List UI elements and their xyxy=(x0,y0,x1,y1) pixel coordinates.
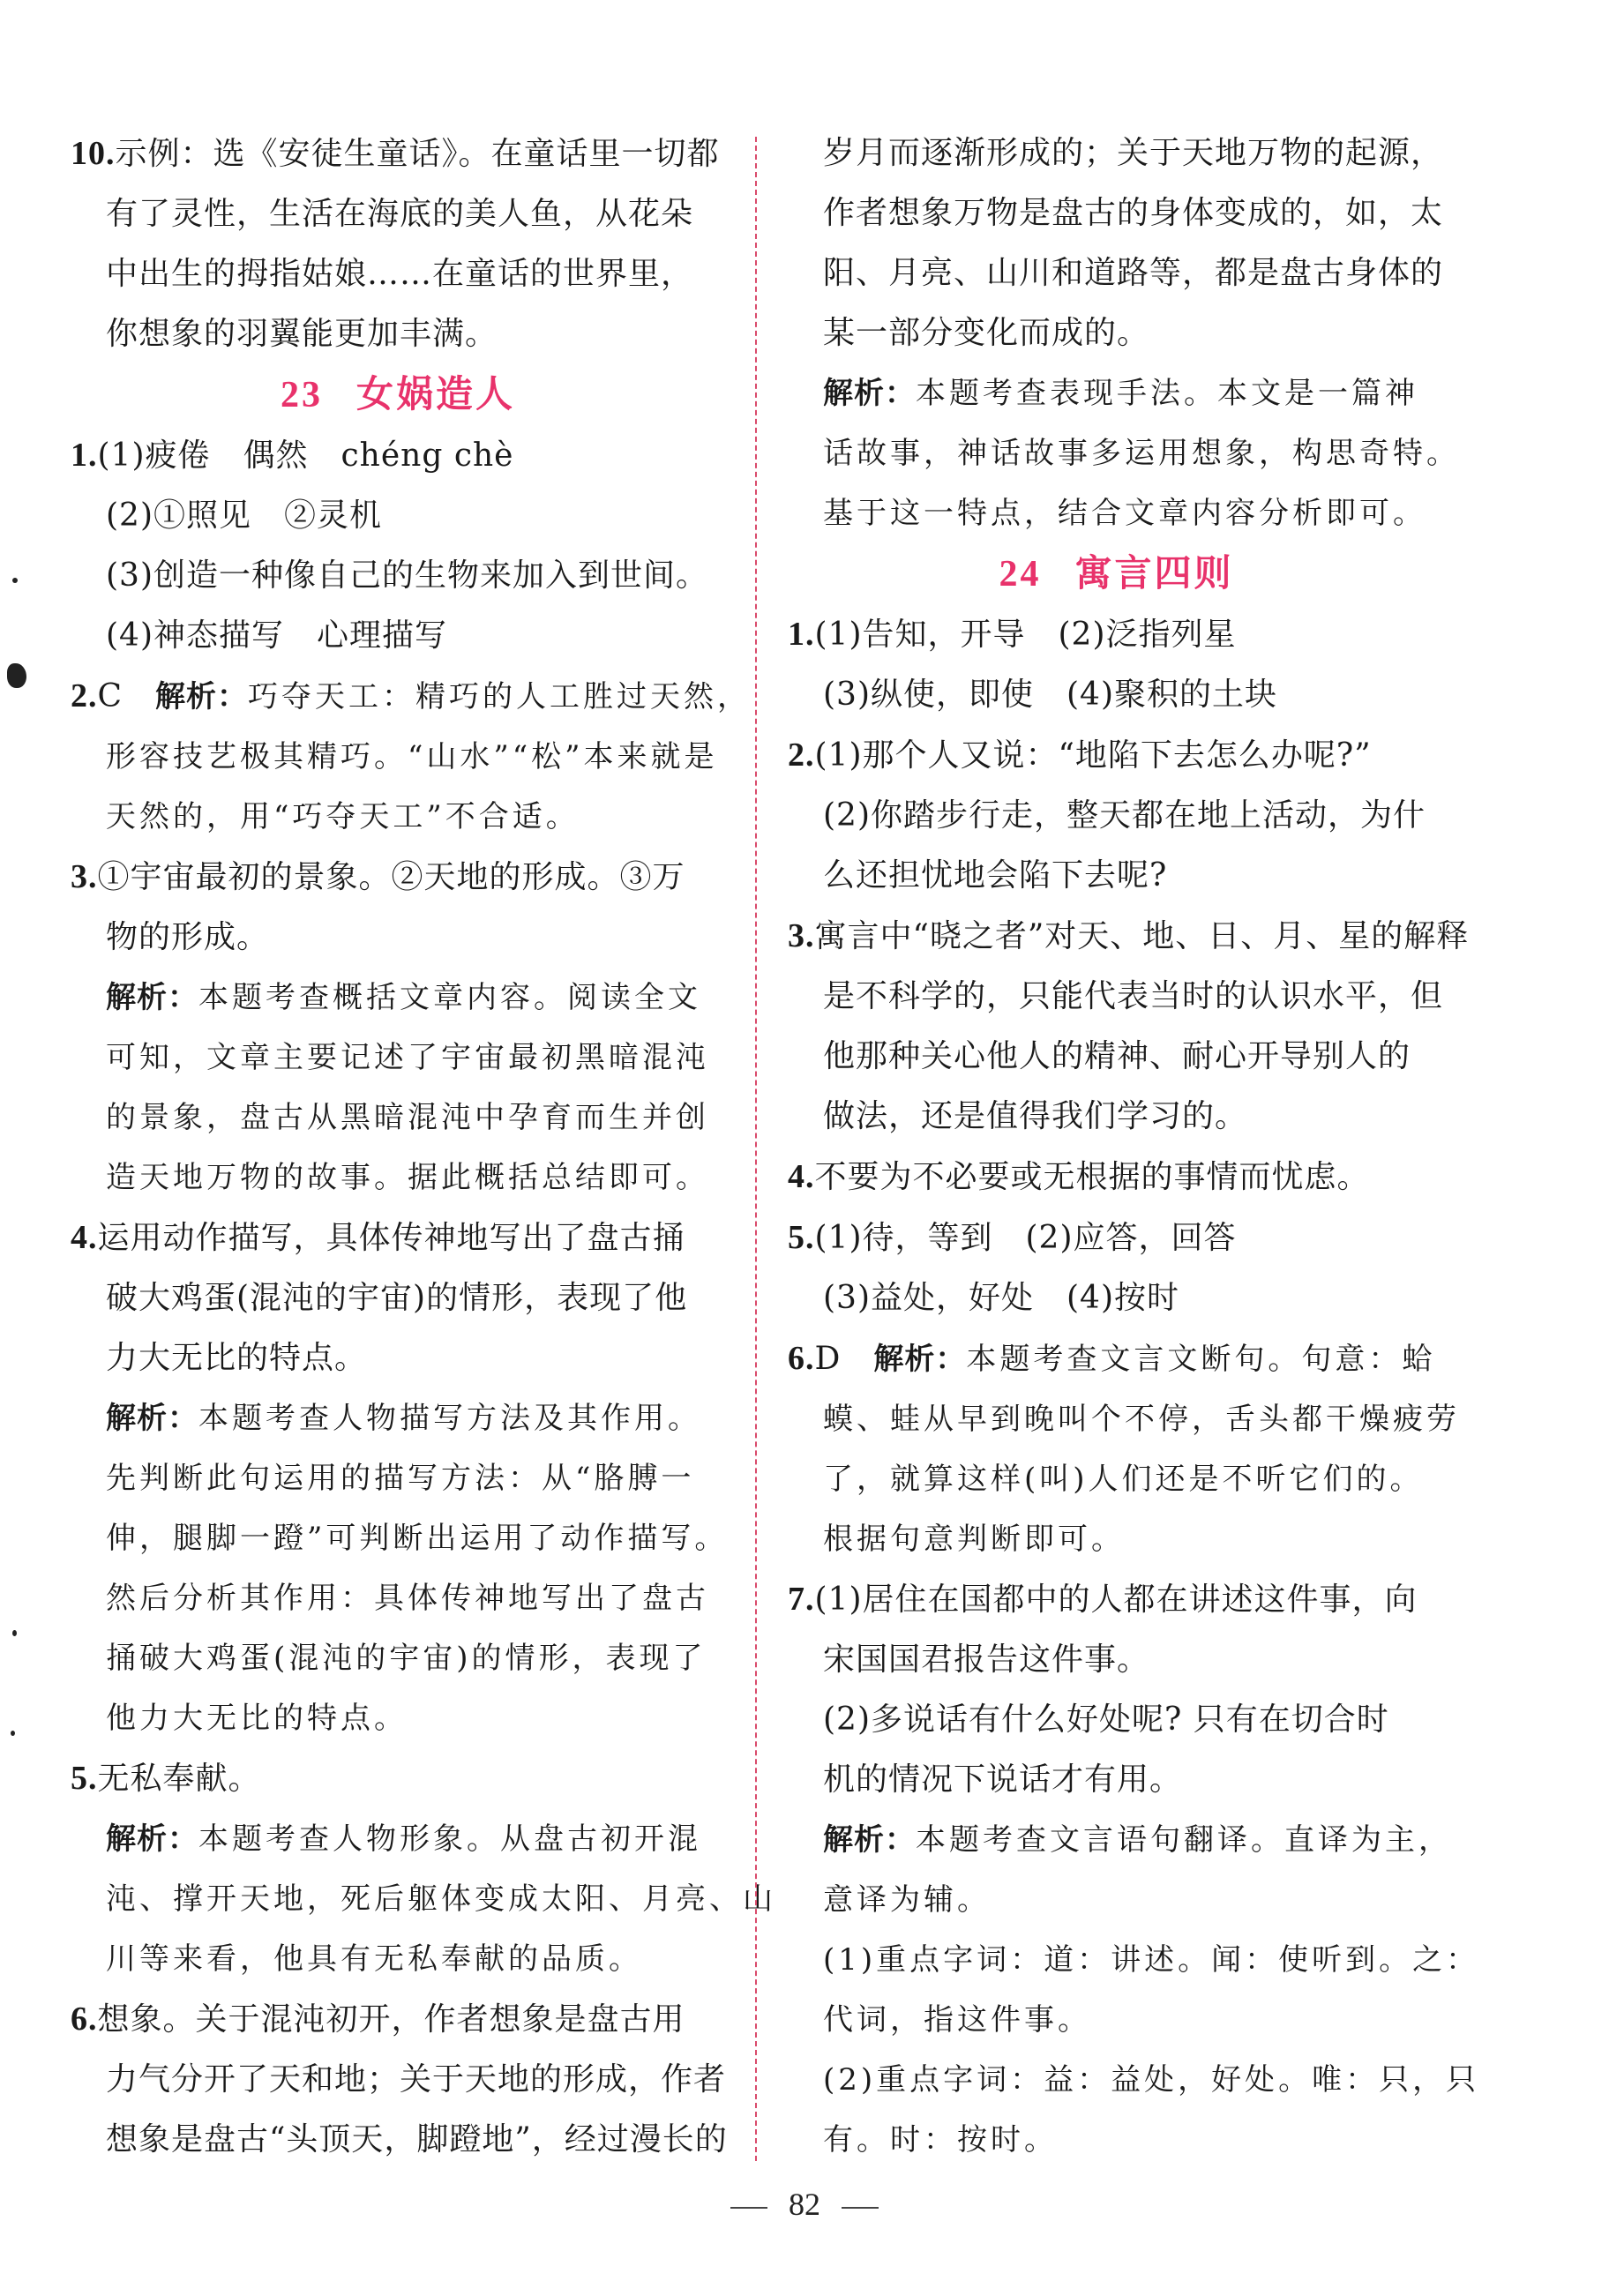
text-segment: (3)创造一种像自己的生物来加入到世间。 xyxy=(106,557,708,594)
text-line xyxy=(71,1328,725,1388)
text-line xyxy=(788,1147,1445,1208)
text-segment: 你想象的羽翼能更加丰满。 xyxy=(106,316,498,352)
text-segment: 想象是盘古“头顶天，脚蹬地”，经过漫长的 xyxy=(106,2121,728,2158)
section-title xyxy=(71,364,725,425)
text-line xyxy=(71,546,725,606)
text-segment: 巧夺天工：精巧的人工胜过天然， xyxy=(248,679,752,714)
text-segment: (3)益处，好处 (4)按时 xyxy=(823,1280,1179,1316)
text-segment: 伸，腿脚一蹬”可判断出运用了动作描写。 xyxy=(106,1521,729,1556)
item-number: 6. xyxy=(788,1340,815,1377)
text-line xyxy=(71,727,725,787)
text-line xyxy=(71,1989,725,2050)
scan-mark xyxy=(12,578,18,583)
scan-mark xyxy=(11,1731,15,1736)
text-segment: 本题考查概括文章内容。阅读全文 xyxy=(198,980,701,1015)
text-line xyxy=(788,1328,1445,1389)
text-line xyxy=(71,1748,725,1809)
text-segment: 天然的，用“巧夺天工”不合适。 xyxy=(106,799,580,834)
section-heading: 女娲造人 xyxy=(355,372,515,415)
text-line xyxy=(71,1448,725,1508)
text-segment: ①宇宙最初的景象。②天地的形成。③万 xyxy=(97,859,685,895)
scan-mark xyxy=(7,663,26,688)
page-number-footer xyxy=(0,2186,1609,2223)
text-segment: 意译为辅。 xyxy=(823,1882,991,1918)
analysis-label: 解析： xyxy=(106,1401,198,1436)
text-line xyxy=(788,846,1445,906)
text-line xyxy=(71,2110,728,2170)
text-segment: 代词，指这件事。 xyxy=(823,2002,1091,2038)
text-line xyxy=(71,1268,725,1328)
text-line xyxy=(788,967,1445,1027)
item-number: 4. xyxy=(71,1219,98,1256)
text-line xyxy=(71,666,752,727)
item-number: 10. xyxy=(71,135,116,172)
text-segment: 蟆、蛙从早到晚叫个不停，舌头都干燥疲劳 xyxy=(823,1402,1460,1437)
section-number: 24 xyxy=(999,554,1042,595)
section-title xyxy=(788,543,1445,604)
text-segment: 川等来看，他具有无私奉献的品质。 xyxy=(106,1941,642,1977)
text-segment: 某一部分变化而成的。 xyxy=(823,315,1150,351)
text-segment: 话故事，神话故事多运用想象，构思奇特。 xyxy=(823,436,1460,471)
text-line xyxy=(71,908,725,968)
text-line xyxy=(71,1869,776,1929)
item-number: 5. xyxy=(71,1760,98,1797)
text-line xyxy=(788,1750,1445,1810)
text-segment: (1)居住在国都中的人都在讲述这件事，向 xyxy=(814,1582,1418,1618)
text-line xyxy=(71,1148,725,1208)
text-segment: 基于这一特点，结合文章内容分析即可。 xyxy=(823,496,1426,531)
section-heading: 寓言四则 xyxy=(1074,551,1234,595)
text-line xyxy=(788,183,1445,243)
text-line xyxy=(71,1508,729,1568)
item-number: 3. xyxy=(788,917,815,954)
text-line xyxy=(788,1630,1445,1690)
text-segment: 造天地万物的故事。据此概括总结即可。 xyxy=(106,1160,709,1195)
text-line xyxy=(788,665,1445,725)
text-line xyxy=(71,1809,725,1869)
text-segment: 么还担忧地会陷下去呢? xyxy=(823,857,1168,894)
text-line xyxy=(71,486,725,546)
text-segment: 根据句意判断即可。 xyxy=(823,1522,1125,1557)
text-line xyxy=(788,725,1445,786)
text-segment: 形容技艺极其精巧。“山水”“松”本来就是 xyxy=(106,739,718,774)
text-segment: 物的形成。 xyxy=(106,919,270,955)
scan-mark xyxy=(12,1630,17,1636)
text-line xyxy=(788,1690,1445,1750)
text-line xyxy=(71,1688,725,1748)
text-line xyxy=(788,1268,1445,1328)
item-number: 1. xyxy=(71,437,98,474)
analysis-label: 解析： xyxy=(155,679,249,714)
text-line xyxy=(788,303,1445,363)
text-line xyxy=(71,968,725,1028)
text-segment: 破大鸡蛋(混沌的宇宙)的情形，表现了他 xyxy=(106,1280,688,1316)
text-line xyxy=(788,1930,1480,1990)
text-line xyxy=(788,2050,1480,2110)
text-segment: 阳、月亮、山川和道路等，都是盘古身体的 xyxy=(823,255,1444,291)
text-line xyxy=(71,2050,725,2110)
footer-dash-right xyxy=(842,2207,879,2209)
text-segment: 捅破大鸡蛋(混沌的宇宙)的情形，表现了 xyxy=(106,1641,707,1676)
text-segment: 本题考查人物描写方法及其作用。 xyxy=(198,1401,701,1436)
analysis-label: 解析： xyxy=(823,1822,916,1858)
text-line xyxy=(788,1449,1445,1509)
text-segment: 力大无比的特点。 xyxy=(106,1340,368,1376)
column-divider xyxy=(755,137,757,2161)
item-number: 3. xyxy=(71,858,98,895)
text-line xyxy=(788,1027,1445,1087)
text-segment: 运用动作描写，具体传神地写出了盘古捅 xyxy=(97,1220,685,1256)
text-segment: 无私奉献。 xyxy=(97,1761,261,1797)
text-line xyxy=(71,1388,725,1448)
text-line xyxy=(71,425,725,486)
text-line xyxy=(788,2110,1445,2170)
text-segment: 然后分析其作用：具体传神地写出了盘古 xyxy=(106,1581,709,1616)
text-line xyxy=(71,1028,725,1088)
text-segment: 本题考查文言文断句。句意：蛤 xyxy=(966,1342,1436,1377)
text-line xyxy=(788,604,1445,665)
item-number: 5. xyxy=(788,1219,815,1256)
text-line xyxy=(71,1568,725,1628)
text-line xyxy=(71,1088,725,1148)
text-segment: 本题考查人物形象。从盘古初开混 xyxy=(198,1821,701,1857)
item-number: 2. xyxy=(71,677,98,714)
page-number: 82 xyxy=(789,2187,820,2222)
text-segment: D xyxy=(814,1341,874,1377)
text-segment: 宋国国君报告这件事。 xyxy=(823,1642,1150,1678)
text-line xyxy=(788,1208,1445,1268)
text-line xyxy=(788,786,1445,846)
text-line xyxy=(788,123,1445,183)
text-line xyxy=(788,1870,1445,1930)
text-line xyxy=(788,423,1460,483)
text-line xyxy=(788,1810,1452,1870)
text-line xyxy=(71,606,725,666)
text-line xyxy=(788,906,1470,967)
text-segment: 岁月而逐渐形成的；关于天地万物的起源， xyxy=(823,135,1444,171)
text-line xyxy=(788,1990,1445,2050)
analysis-label: 解析： xyxy=(106,980,198,1015)
text-segment: (3)纵使，即使 (4)聚积的土块 xyxy=(823,677,1277,713)
text-line xyxy=(788,243,1445,303)
text-segment: 可知，文章主要记述了宇宙最初黑暗混沌 xyxy=(106,1040,709,1075)
text-segment: (1)那个人又说：“地陷下去怎么办呢?” xyxy=(814,737,1372,774)
text-line xyxy=(71,787,725,847)
right-column xyxy=(788,123,1480,2170)
text-line xyxy=(71,184,725,244)
text-segment: 作者想象万物是盘古的身体变成的，如，太 xyxy=(823,195,1444,231)
text-segment: 机的情况下说话才有用。 xyxy=(823,1761,1183,1798)
text-segment: (1)重点字词：道：讲述。闻：使听到。之： xyxy=(823,1942,1480,1978)
text-segment: 的景象，盘古从黑暗混沌中孕育而生并创 xyxy=(106,1100,709,1135)
left-column xyxy=(71,123,776,2170)
text-segment: (2)重点字词：益：益处，好处。唯：只，只 xyxy=(823,2062,1480,2098)
item-number: 7. xyxy=(788,1581,815,1618)
section-number: 23 xyxy=(280,375,323,415)
text-segment: 了，就算这样(叫)人们还是不听它们的。 xyxy=(823,1462,1424,1497)
text-segment: (1)待，等到 (2)应答，回答 xyxy=(814,1220,1237,1256)
text-line xyxy=(71,244,725,304)
text-segment: C xyxy=(97,678,156,714)
item-number: 2. xyxy=(788,737,815,774)
analysis-label: 解析： xyxy=(106,1821,198,1857)
text-segment: 想象。关于混沌初开，作者想象是盘古用 xyxy=(97,2001,685,2038)
text-line xyxy=(71,1208,725,1268)
analysis-label: 解析： xyxy=(873,1342,967,1377)
text-line xyxy=(788,1087,1445,1147)
text-line xyxy=(71,1929,725,1989)
text-segment: 他那种关心他人的精神、耐心开导别人的 xyxy=(823,1038,1411,1074)
text-line xyxy=(71,304,725,364)
text-line xyxy=(788,1569,1445,1630)
text-segment: 示例：选《安徒生童话》。在童话里一切都 xyxy=(115,136,720,172)
text-segment: (2)①照见 ②灵机 xyxy=(106,497,382,534)
text-segment: 他力大无比的特点。 xyxy=(106,1701,408,1736)
text-segment: 本题考查表现手法。本文是一篇神 xyxy=(916,376,1418,411)
text-segment: 有了灵性，生活在海底的美人鱼，从花朵 xyxy=(106,196,694,232)
text-line xyxy=(788,363,1445,423)
text-segment: (2)你踏步行走，整天都在地上活动，为什 xyxy=(823,797,1426,834)
text-segment: 中出生的拇指姑娘……在童话的世界里， xyxy=(106,256,694,292)
footer-dash-left xyxy=(730,2207,767,2209)
text-segment: 不要为不必要或无根据的事情而忧虑。 xyxy=(814,1159,1370,1195)
analysis-label: 解析： xyxy=(823,376,916,411)
item-number: 4. xyxy=(788,1158,815,1195)
text-line xyxy=(788,1509,1445,1569)
text-segment: 寓言中“晓之者”对天、地、日、月、星的解释 xyxy=(814,918,1470,954)
text-segment: 力气分开了天和地；关于天地的形成，作者 xyxy=(106,2061,727,2098)
item-number: 6. xyxy=(71,2001,98,2038)
text-line xyxy=(788,483,1445,543)
text-segment: 有。时：按时。 xyxy=(823,2122,1058,2158)
text-line xyxy=(71,123,725,184)
text-segment: 沌、撑开天地，死后躯体变成太阳、月亮、山 xyxy=(106,1881,776,1917)
text-segment: (4)神态描写 心理描写 xyxy=(106,617,447,654)
text-segment: 先判断此句运用的描写方法：从“胳膊一 xyxy=(106,1461,695,1496)
text-segment: 本题考查文言语句翻译。直译为主， xyxy=(916,1822,1452,1858)
text-segment: 是不科学的，只能代表当时的认识水平，但 xyxy=(823,978,1444,1014)
text-segment: (2)多说话有什么好处呢? 只有在切合时 xyxy=(823,1701,1389,1738)
text-line xyxy=(71,1628,725,1688)
item-number: 1. xyxy=(788,616,815,653)
text-line xyxy=(71,847,725,908)
text-line xyxy=(788,1389,1460,1449)
text-segment: 做法，还是值得我们学习的。 xyxy=(823,1098,1248,1134)
text-segment: (1)告知，开导 (2)泛指列星 xyxy=(814,617,1237,653)
text-segment: (1)疲倦 偶然 chéng chè xyxy=(97,438,514,474)
